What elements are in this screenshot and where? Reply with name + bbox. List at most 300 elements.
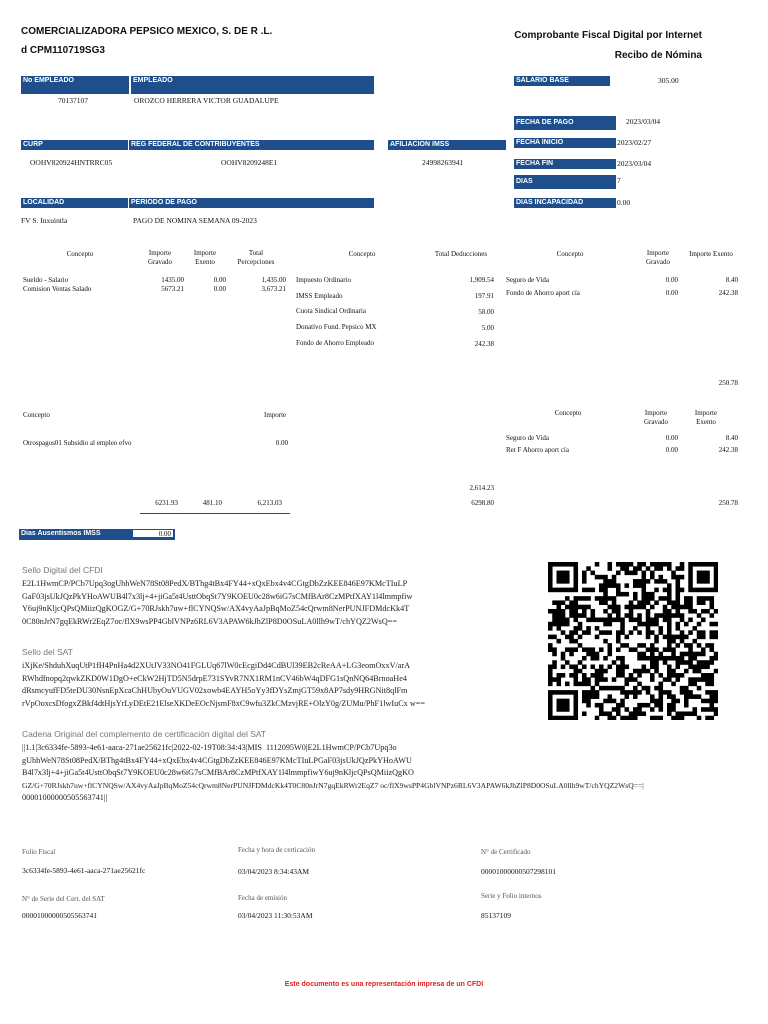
- qr-module: [684, 686, 689, 691]
- qr-module: [603, 656, 608, 661]
- qr-module: [586, 677, 591, 682]
- qr-module: [591, 656, 596, 661]
- ausentismos-label: Dias Ausentismos IMSS: [21, 530, 101, 537]
- qr-module: [595, 635, 600, 640]
- qr-module: [714, 609, 718, 614]
- ded-total: 5.00: [481, 324, 494, 332]
- qr-module: [552, 690, 557, 695]
- qr-module: [705, 609, 710, 614]
- qr-module: [599, 707, 604, 712]
- qr-module: [688, 690, 693, 695]
- qr-module: [659, 562, 664, 567]
- qr-module: [633, 686, 638, 691]
- qr-module: [574, 690, 579, 695]
- qr-module: [625, 682, 630, 687]
- qr-module: [633, 592, 638, 597]
- qr-module: [599, 669, 604, 674]
- qr-module: [574, 703, 579, 708]
- qr-module: [646, 626, 651, 631]
- sello-cfdi-line: GaF03jsUkJQzPkYHoAWUB4l7x3lj+4+jiGa5t4UsttObqSt7Y9KOEU0c28w6iG7sCMfBAr8CzMPtfXAY1l4lmmpfiw: [22, 591, 413, 601]
- qr-module: [565, 575, 570, 580]
- qr-module: [561, 588, 566, 593]
- qr-module: [569, 673, 574, 678]
- qr-module: [552, 622, 557, 627]
- qr-module: [688, 609, 693, 614]
- qr-module: [633, 571, 638, 576]
- qr-module: [616, 613, 621, 618]
- qr-module: [688, 643, 693, 648]
- qr-module: [684, 699, 689, 704]
- qr-module: [650, 694, 655, 699]
- otros1-total: 250.78: [718, 379, 738, 387]
- qr-module: [552, 618, 557, 623]
- periodo-value: PAGO DE NOMINA SEMANA 09-2023: [133, 216, 257, 225]
- qr-module: [548, 571, 553, 576]
- qr-module: [548, 583, 553, 588]
- qr-module: [654, 618, 659, 623]
- qr-module: [586, 630, 591, 635]
- qr-module: [671, 673, 676, 678]
- otros-pagos-concepto-header: Concepto: [23, 411, 50, 419]
- qr-module: [650, 660, 655, 665]
- qr-module: [646, 609, 651, 614]
- qr-module: [557, 626, 562, 631]
- qr-module: [710, 588, 715, 593]
- qr-module: [642, 596, 647, 601]
- qr-module: [633, 618, 638, 623]
- qr-module: [586, 703, 591, 708]
- qr-module: [633, 647, 638, 652]
- qr-module: [548, 711, 553, 716]
- qr-module: [552, 635, 557, 640]
- qr-module: [710, 562, 715, 567]
- qr-module: [642, 686, 647, 691]
- qr-module: [557, 677, 562, 682]
- qr-module: [599, 588, 604, 593]
- perc-concepto: Sueldo - Salario: [23, 276, 69, 284]
- qr-module: [714, 562, 718, 567]
- qr-module: [591, 673, 596, 678]
- qr-module: [603, 618, 608, 623]
- qr-module: [548, 647, 553, 652]
- qr-module: [680, 716, 685, 720]
- qr-module: [637, 566, 642, 571]
- qr-module: [688, 600, 693, 605]
- qr-module: [701, 562, 706, 567]
- qr-module: [637, 613, 642, 618]
- qr-module: [688, 656, 693, 661]
- qr-module: [642, 575, 647, 580]
- qr-module: [582, 609, 587, 614]
- qr-module: [688, 596, 693, 601]
- qr-module: [671, 703, 676, 708]
- qr-module: [586, 694, 591, 699]
- qr-module: [680, 656, 685, 661]
- qr-module: [663, 656, 668, 661]
- qr-module: [620, 562, 625, 567]
- qr-module: [586, 647, 591, 652]
- qr-module: [697, 600, 702, 605]
- qr-module: [701, 600, 706, 605]
- qr-module: [620, 656, 625, 661]
- qr-module: [642, 605, 647, 610]
- qr-module: [659, 694, 664, 699]
- otros1-exento: 8.40: [725, 276, 738, 284]
- qr-module: [676, 716, 681, 720]
- company-name-line2: d CPM110719SG3: [21, 45, 105, 56]
- qr-module: [701, 699, 706, 704]
- qr-module: [684, 635, 689, 640]
- qr-module: [612, 609, 617, 614]
- qr-module: [574, 716, 579, 720]
- qr-module: [667, 618, 672, 623]
- qr-module: [557, 622, 562, 627]
- qr-module: [650, 596, 655, 601]
- qr-module: [591, 652, 596, 657]
- qr-module: [557, 562, 562, 567]
- otros1-gravado: 0.00: [665, 276, 678, 284]
- dias-incap-header: DIAS INCAPACIDAD: [514, 198, 616, 208]
- qr-module: [548, 622, 553, 627]
- qr-module: [697, 660, 702, 665]
- ded-total: 242.38: [474, 340, 494, 348]
- qr-module: [608, 562, 613, 567]
- qr-module: [637, 682, 642, 687]
- qr-module: [620, 686, 625, 691]
- qr-module: [616, 630, 621, 635]
- qr-module: [667, 673, 672, 678]
- perc-exento: 0.00: [213, 285, 226, 293]
- qr-module: [599, 583, 604, 588]
- otros2-exento-header: Importe Exento: [694, 409, 718, 426]
- qr-module: [603, 592, 608, 597]
- qr-module: [667, 588, 672, 593]
- qr-module: [599, 575, 604, 580]
- qr-module: [548, 682, 553, 687]
- qr-module: [688, 618, 693, 623]
- empleado-value: OROZCO HERRERA VICTOR GUADALUPE: [134, 96, 279, 105]
- qr-module: [654, 562, 659, 567]
- qr-module: [650, 652, 655, 657]
- fecha-pago-header: FECHA DE PAGO: [514, 116, 616, 130]
- qr-module: [629, 711, 634, 716]
- qr-module: [646, 600, 651, 605]
- qr-module: [633, 711, 638, 716]
- qr-module: [586, 652, 591, 657]
- sello-sat-label: Sello del SAT: [22, 647, 73, 657]
- qr-module: [714, 583, 718, 588]
- qr-module: [705, 699, 710, 704]
- qr-module: [671, 571, 676, 576]
- qr-module: [603, 579, 608, 584]
- qr-module: [603, 622, 608, 627]
- qr-module: [565, 605, 570, 610]
- qr-module: [595, 703, 600, 708]
- qr-module: [612, 699, 617, 704]
- qr-module: [608, 630, 613, 635]
- qr-module: [578, 669, 583, 674]
- qr-module: [612, 583, 617, 588]
- qr-module: [659, 682, 664, 687]
- qr-module: [548, 699, 553, 704]
- qr-module: [663, 596, 668, 601]
- qr-module: [659, 707, 664, 712]
- qr-module: [676, 575, 681, 580]
- qr-module: [705, 643, 710, 648]
- qr-module: [654, 613, 659, 618]
- cadena-line: GZ/G+70RJskh7uw+flCYNQSw/AX4vyAaJpBqMoZ54cQrwm8NerPUNJFDMdcKk4T0C80nJrN7gqEkRWr2EqZ7 oc/flX9wsPP4GblVNPz6RL6V3APAW6kJhZlP8D0OSuLA0llh9wT/chYQZ2WsQ==|: [22, 780, 644, 790]
- qr-module: [680, 635, 685, 640]
- qr-module: [684, 703, 689, 708]
- qr-module: [565, 699, 570, 704]
- qr-module: [608, 622, 613, 627]
- qr-module: [650, 575, 655, 580]
- qr-module: [620, 703, 625, 708]
- qr-module: [714, 669, 718, 674]
- qr-module: [710, 656, 715, 661]
- qr-module: [637, 605, 642, 610]
- qr-module: [663, 647, 668, 652]
- qr-module: [574, 647, 579, 652]
- cert-fecha-value: 03/04/2023 8:34:43AM: [238, 867, 310, 876]
- qr-module: [574, 575, 579, 580]
- qr-module: [603, 711, 608, 716]
- qr-module: [599, 630, 604, 635]
- qr-module: [654, 703, 659, 708]
- qr-module: [688, 588, 693, 593]
- qr-module: [667, 562, 672, 567]
- qr-module: [565, 707, 570, 712]
- qr-module: [586, 690, 591, 695]
- qr-module: [561, 664, 566, 669]
- qr-module: [616, 592, 621, 597]
- qr-module: [616, 605, 621, 610]
- serie-sat-label: N° de Serie del Cert. del SAT: [22, 895, 105, 903]
- qr-module: [620, 630, 625, 635]
- qr-module: [620, 664, 625, 669]
- cert-fecha-label: Fecha y hora de certicación: [238, 846, 315, 854]
- qr-module: [548, 669, 553, 674]
- qr-module: [642, 656, 647, 661]
- qr-module: [548, 707, 553, 712]
- qr-module: [646, 596, 651, 601]
- qr-module: [680, 673, 685, 678]
- qr-module: [578, 643, 583, 648]
- qr-module: [671, 600, 676, 605]
- sello-sat-line: rVpOoxcsDfogxZBkf4dtHjsYrLyDEtE21ElseXKDeEOcNjsmF8xC9wfu3ZkCMzvjRE+OlzY0g/ZUMu/PhF1lwIuCx w==: [22, 698, 425, 708]
- qr-module: [625, 592, 630, 597]
- qr-module: [710, 694, 715, 699]
- qr-module: [612, 579, 617, 584]
- qr-module: [637, 618, 642, 623]
- perc-total-gravado: 6231.93: [155, 499, 178, 507]
- cadena-line: ||1.1|3c6334fe-5893-4e61-aaca-271ae25621fc|2022-02-19T08:34:43|MIS 1112095W0|E2L1HwmCP/PCb7Upq3o: [22, 743, 397, 752]
- qr-module: [582, 690, 587, 695]
- qr-module: [705, 690, 710, 695]
- qr-module: [561, 579, 566, 584]
- qr-module: [629, 613, 634, 618]
- qr-module: [565, 635, 570, 640]
- qr-module: [710, 605, 715, 610]
- perc-concepto: Comision Ventas Salado: [23, 285, 92, 293]
- qr-module: [629, 562, 634, 567]
- otros-pagos-concepto: Otrospagos01 Subsidio al empleo efvo: [23, 439, 132, 447]
- qr-module: [659, 673, 664, 678]
- qr-module: [667, 694, 672, 699]
- qr-module: [646, 618, 651, 623]
- qr-module: [684, 605, 689, 610]
- imss-header: AFILIACION IMSS: [388, 140, 506, 150]
- qr-module: [612, 660, 617, 665]
- curp-header: CURP: [21, 140, 128, 150]
- qr-module: [561, 630, 566, 635]
- qr-module: [676, 635, 681, 640]
- rfc-header: REG FEDERAL DE CONTRIBUYENTES: [129, 140, 374, 150]
- qr-module: [701, 609, 706, 614]
- qr-module: [629, 600, 634, 605]
- otros1-concepto-header: Concepto: [556, 250, 584, 258]
- qr-module: [561, 707, 566, 712]
- qr-module: [569, 690, 574, 695]
- qr-module: [599, 600, 604, 605]
- qr-module: [705, 575, 710, 580]
- qr-module: [680, 575, 685, 580]
- qr-module: [680, 566, 685, 571]
- qr-module: [629, 618, 634, 623]
- qr-module: [565, 579, 570, 584]
- qr-module: [574, 639, 579, 644]
- qr-module: [654, 686, 659, 691]
- qr-module: [578, 682, 583, 687]
- qr-module: [574, 613, 579, 618]
- qr-module: [561, 622, 566, 627]
- qr-module: [676, 699, 681, 704]
- localidad-header: LOCALIDAD: [21, 198, 128, 208]
- qr-module: [654, 660, 659, 665]
- ded-neto: 6298.80: [471, 499, 494, 507]
- otros2-total: 250.78: [718, 499, 738, 507]
- ded-concepto: Cuota Sindical Ordinaria: [296, 307, 366, 315]
- qr-module: [654, 566, 659, 571]
- qr-module: [557, 588, 562, 593]
- qr-module: [710, 635, 715, 640]
- qr-module: [582, 579, 587, 584]
- qr-module: [697, 596, 702, 601]
- qr-module: [574, 626, 579, 631]
- qr-module: [705, 677, 710, 682]
- qr-module: [616, 656, 621, 661]
- qr-module: [710, 682, 715, 687]
- perc-total: 1,435.00: [261, 276, 286, 284]
- qr-module: [659, 596, 664, 601]
- qr-module: [625, 690, 630, 695]
- cfdi-disclaimer: Este documento es una representación impresa de un CFDI: [284, 981, 484, 988]
- qr-module: [646, 669, 651, 674]
- qr-module: [595, 669, 600, 674]
- qr-module: [616, 618, 621, 623]
- qr-module: [680, 630, 685, 635]
- qr-module: [710, 596, 715, 601]
- qr-module: [574, 630, 579, 635]
- qr-module: [688, 652, 693, 657]
- qr-module: [616, 635, 621, 640]
- perc-total-total: 6,213.03: [257, 499, 282, 507]
- cadena-line: gUhhWeN78St08PedX/BThg4tBx4FY44+xQxEbx4v4CGtgDbZzKEE846E97KMcTIuLPGaF03jsUkJQzPkYHoAWU: [22, 755, 412, 765]
- qr-module: [663, 618, 668, 623]
- qr-module: [565, 622, 570, 627]
- qr-module: [701, 647, 706, 652]
- qr-module: [625, 664, 630, 669]
- qr-module: [633, 605, 638, 610]
- qr-module: [671, 669, 676, 674]
- qr-module: [680, 686, 685, 691]
- qr-module: [548, 575, 553, 580]
- perc-gravado-header: Importe Gravado: [147, 249, 173, 266]
- qr-module: [680, 588, 685, 593]
- qr-module: [650, 647, 655, 652]
- qr-module: [659, 652, 664, 657]
- qr-module: [574, 618, 579, 623]
- doc-subtitle: Recibo de Nómina: [614, 50, 702, 61]
- qr-module: [642, 600, 647, 605]
- otros2-gravado: 0.00: [665, 434, 678, 442]
- qr-module: [629, 673, 634, 678]
- qr-module: [650, 571, 655, 576]
- qr-module: [663, 609, 668, 614]
- otros-pagos-importe-header: Importe: [264, 411, 287, 419]
- qr-module: [684, 694, 689, 699]
- qr-module: [599, 711, 604, 716]
- qr-module: [637, 707, 642, 712]
- qr-module: [688, 694, 693, 699]
- qr-module: [565, 660, 570, 665]
- no-empleado-header: No EMPLEADO: [21, 76, 129, 94]
- qr-module: [684, 690, 689, 695]
- perc-total-header: Total Percepciones: [237, 249, 275, 266]
- sello-cfdi-label: Sello Digital del CFDI: [22, 565, 103, 575]
- ded-concepto: Donativo Fund. Pepsico MX: [296, 323, 377, 331]
- qr-module: [552, 652, 557, 657]
- qr-module: [591, 618, 596, 623]
- qr-module: [557, 639, 562, 644]
- qr-module: [637, 579, 642, 584]
- otros1-concepto: Seguro de Vida: [506, 276, 549, 284]
- no-cert-label: N° de Certificado: [481, 848, 531, 856]
- qr-module: [671, 575, 676, 580]
- qr-module: [680, 618, 685, 623]
- serie-sat-value: 00001000000505563741: [22, 911, 97, 920]
- qr-module: [616, 707, 621, 712]
- qr-module: [637, 669, 642, 674]
- qr-module: [586, 605, 591, 610]
- qr-module: [548, 716, 553, 720]
- emision-value: 03/04/2023 11:30:53AM: [238, 911, 313, 920]
- qr-module: [667, 664, 672, 669]
- qr-module: [693, 669, 698, 674]
- qr-module: [701, 707, 706, 712]
- qr-module: [582, 588, 587, 593]
- qr-module: [633, 716, 638, 720]
- otros2-exento: 8.40: [725, 434, 738, 442]
- qr-module: [671, 707, 676, 712]
- qr-module: [616, 711, 621, 716]
- qr-module: [667, 635, 672, 640]
- qr-module: [701, 596, 706, 601]
- qr-module: [603, 669, 608, 674]
- qr-module: [620, 592, 625, 597]
- qr-module: [608, 613, 613, 618]
- qr-module: [646, 622, 651, 627]
